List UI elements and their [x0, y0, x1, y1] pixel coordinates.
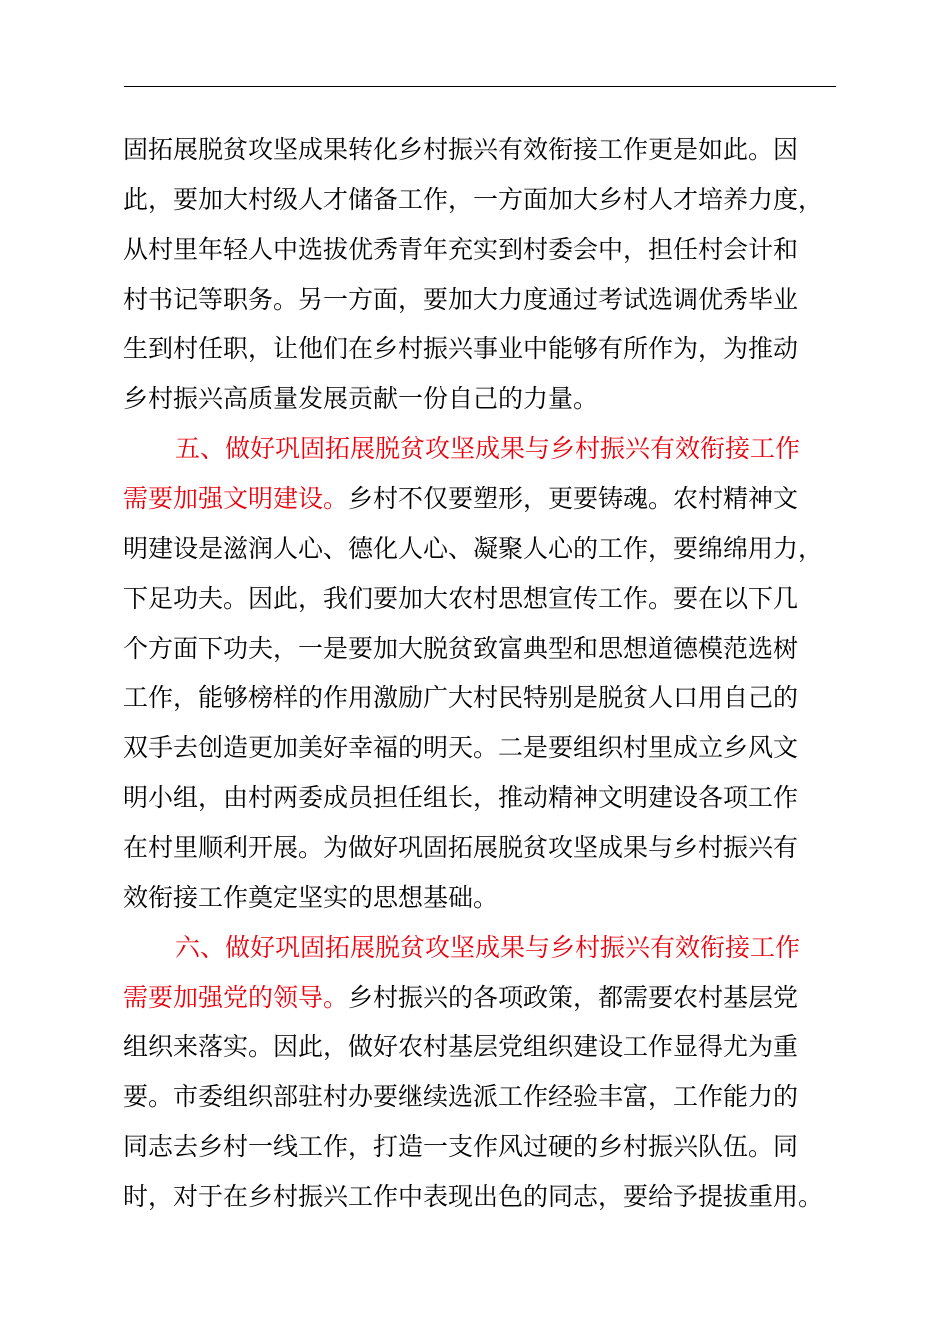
- body-text-run: 双手去创造更加美好幸福的明天。二是要组织村里成立乡风文: [123, 733, 799, 763]
- body-text-run: 时，对于在乡村振兴工作中表现出色的同志，要给予提拔重用。: [123, 1181, 824, 1211]
- text-line: [123, 782, 798, 814]
- header-rule: [124, 86, 836, 87]
- body-text-run: 效衔接工作奠定坚实的思想基础。: [123, 882, 499, 912]
- body-text-run: 同志去乡村一线工作，打造一支作风过硬的乡村振兴队伍。同: [123, 1132, 799, 1161]
- text-line: [175, 932, 800, 964]
- body-text-run: 明小组，由村两委成员担任组长，推动精神文明建设各项工作: [123, 783, 799, 813]
- body-text-run: 个方面下功夫，一是要加大脱贫致富典型和思想道德模范选树: [123, 633, 799, 663]
- text-line: [123, 682, 798, 714]
- text-line: [123, 982, 798, 1014]
- text-line: [123, 284, 798, 316]
- text-line: [123, 882, 498, 914]
- text-line: [123, 134, 798, 166]
- text-line: [123, 583, 798, 615]
- body-text-run: 此，要加大村级人才储备工作，一方面加大乡村人才培养力度，: [123, 184, 824, 214]
- body-text-run: 从村里年轻人中选拔优秀青年充实到村委会中，担任村会计和: [123, 234, 799, 264]
- body-text-run: 组织来落实。因此，做好农村基层党组织建设工作显得尤为重: [123, 1032, 799, 1062]
- body-text-run: 村书记等职务。另一方面，要加大力度通过考试选调优秀毕业: [123, 284, 799, 314]
- body-text-run: 在村里顺利开展。为做好巩固拓展脱贫攻坚成果与乡村振兴有: [123, 832, 799, 862]
- section-heading-text: 六、做好巩固拓展脱贫攻坚成果与乡村振兴有效衔接工作: [175, 932, 801, 962]
- text-line: [123, 732, 798, 764]
- text-line: [123, 633, 798, 665]
- body-text-run: 乡村不仅要塑形，更要铸魂。农村精神文: [348, 483, 799, 513]
- text-line: [123, 1031, 798, 1063]
- body-text-run: 固拓展脱贫攻坚成果转化乡村振兴有效衔接工作更是如此。因: [123, 135, 799, 164]
- body-text-run: 乡村振兴高质量发展贡献一份自己的力量。: [123, 384, 599, 414]
- text-line: [123, 533, 823, 565]
- text-line: [123, 234, 798, 266]
- body-text-run: 乡村振兴的各项政策，都需要农村基层党: [348, 982, 799, 1012]
- text-line: [175, 433, 800, 465]
- text-line: [123, 184, 823, 216]
- body-text-run: 生到村任职，让他们在乡村振兴事业中能够有所作为，为推动: [123, 334, 799, 364]
- text-line: [123, 1131, 798, 1163]
- section-heading-text: 五、做好巩固拓展脱贫攻坚成果与乡村振兴有效衔接工作: [175, 434, 801, 464]
- body-text-run: 要。市委组织部驻村办要继续选派工作经验丰富，工作能力的: [123, 1082, 799, 1112]
- text-line: [123, 333, 798, 365]
- body-text-run: 下足功夫。因此，我们要加大农村思想宣传工作。要在以下几: [123, 583, 799, 613]
- text-line: [123, 383, 598, 415]
- section-heading-text: 需要加强党的领导。: [123, 982, 349, 1012]
- text-line: [123, 483, 798, 515]
- body-text-run: 明建设是滋润人心、德化人心、凝聚人心的工作，要绵绵用力，: [123, 533, 824, 563]
- text-line: [123, 1181, 823, 1213]
- body-text-run: 工作，能够榜样的作用激励广大村民特别是脱贫人口用自己的: [123, 683, 799, 713]
- section-heading-text: 需要加强文明建设。: [123, 483, 349, 513]
- text-line: [123, 1081, 798, 1113]
- text-line: [123, 832, 798, 864]
